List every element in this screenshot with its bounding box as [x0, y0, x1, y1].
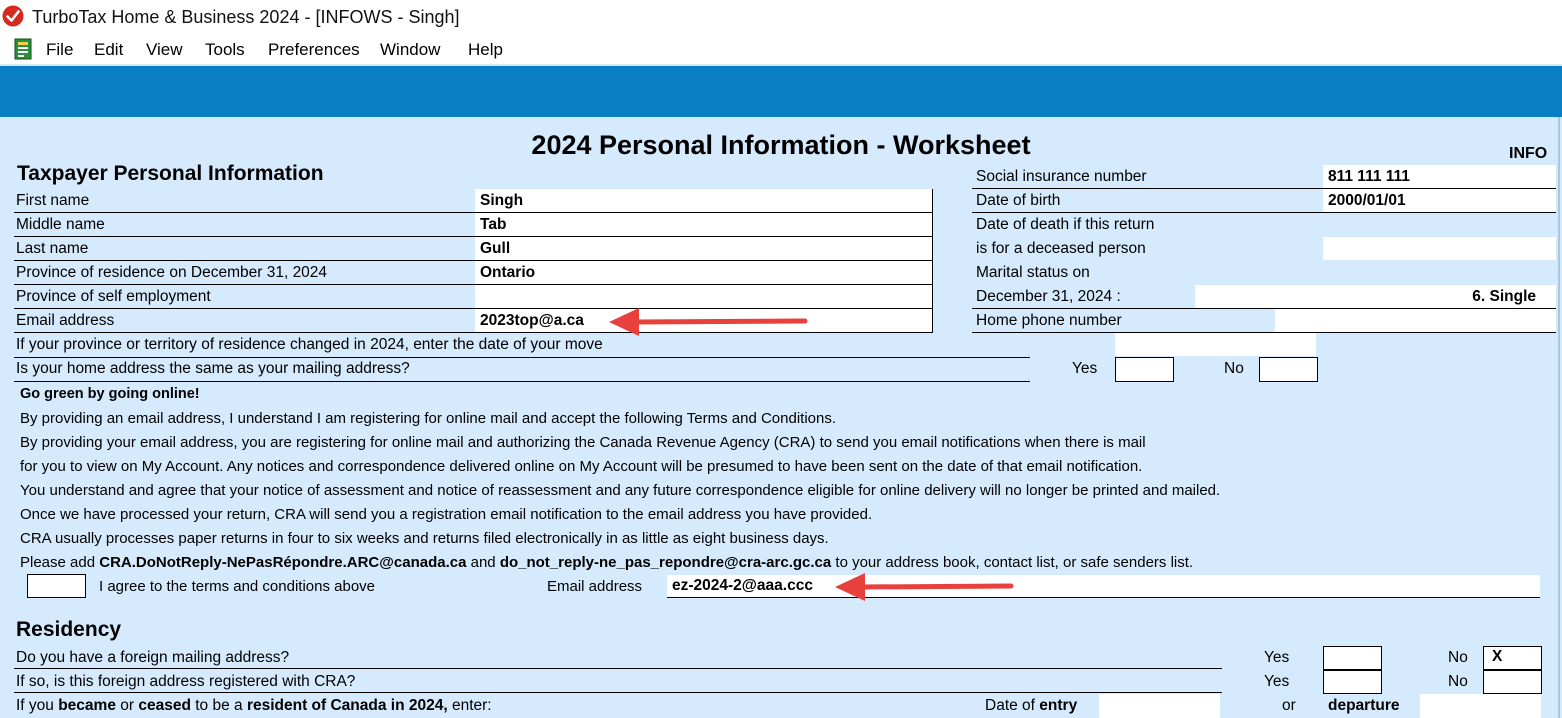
menu-preferences[interactable]: Preferences: [268, 40, 360, 59]
menu-window[interactable]: Window: [380, 40, 441, 59]
date-of-departure-field[interactable]: [1420, 694, 1541, 718]
same-address-no-box[interactable]: [1259, 357, 1318, 382]
scroll-edge: [1558, 117, 1560, 718]
province-field[interactable]: [475, 261, 932, 284]
window-title: TurboTax Home & Business 2024 - [INFOWS - Singh]: [32, 7, 460, 27]
home-phone-field[interactable]: [1275, 309, 1556, 332]
cra-email-2: do_not_reply-ne_pas_repondre@cra-arc.gc.ca: [499, 554, 832, 571]
same-address-yes-box[interactable]: [1115, 357, 1174, 382]
menu-tools[interactable]: Tools: [205, 40, 245, 59]
menu-file[interactable]: File: [46, 40, 74, 59]
dob-value[interactable]: 2000/01/01: [1328, 192, 1406, 209]
last-name-field[interactable]: [475, 237, 932, 260]
row-divider: [14, 236, 932, 237]
cra-email-1: CRA.DoNotReply-NePasRépondre.ARC@canada.ca: [99, 554, 467, 571]
residency-heading: Residency: [16, 618, 122, 641]
online-email-label: Email address: [547, 578, 643, 595]
registered-yes-label: Yes: [1264, 673, 1290, 690]
resident-of-canada: resident of Canada in 2024,: [246, 697, 448, 714]
province-label: Province of residence on December 31, 2024: [16, 264, 328, 281]
same-address-no-label: No: [1224, 360, 1244, 377]
column-divider: [932, 189, 933, 333]
foreign-no-label: No: [1448, 649, 1468, 666]
first-name-label: First name: [16, 192, 90, 209]
marital-status-label-line2: December 31, 2024 :: [976, 288, 1121, 305]
departure-label: departure: [1328, 697, 1400, 714]
annotation-arrow-icon: [605, 304, 815, 340]
or-label: or: [1282, 697, 1296, 714]
self-employment-label: Province of self employment: [16, 288, 211, 305]
last-name-label: Last name: [16, 240, 89, 257]
foreign-yes-label: Yes: [1264, 649, 1290, 666]
row-divider: [14, 381, 1030, 382]
same-address-yes-label: Yes: [1072, 360, 1098, 377]
document-menu-icon[interactable]: [12, 37, 34, 61]
move-date-field[interactable]: [1115, 333, 1316, 356]
turbotax-logo-icon: [2, 5, 24, 27]
registered-no-box[interactable]: [1483, 670, 1542, 694]
agree-label: I agree to the terms and conditions above: [99, 578, 376, 595]
or-word: or: [115, 697, 139, 714]
terms-line: You understand and agree that your notice of assessment and notice of reassessment and any future correspondence eligible for online delivery will no longer be printed and mailed.: [20, 482, 1221, 499]
foreign-address-label: Do you have a foreign mailing address?: [16, 649, 290, 666]
foreign-registered-label: If so, is this foreign address registered with CRA?: [16, 673, 356, 690]
middle-name-field[interactable]: [475, 213, 932, 236]
row-divider: [14, 668, 1222, 669]
first-name-field[interactable]: [475, 189, 932, 212]
home-phone-label: Home phone number: [976, 312, 1122, 329]
ceased-word: ceased: [138, 697, 191, 714]
terms-line: Once we have processed your return, CRA will send you a registration email notification to the email address you have provided.: [20, 506, 873, 523]
row-divider: [14, 260, 932, 261]
enter-word: enter:: [447, 697, 492, 714]
online-email-value[interactable]: ez-2024-2@aaa.ccc: [672, 577, 813, 594]
row-divider: [14, 357, 1030, 358]
header-band: [0, 66, 1562, 117]
same-address-label: Is your home address the same as your mailing address?: [16, 360, 410, 377]
marital-status-value[interactable]: 6. Single: [1472, 288, 1536, 305]
email-value[interactable]: 2023top@a.ca: [480, 312, 584, 329]
dob-label: Date of birth: [976, 192, 1061, 209]
middle-name-label: Middle name: [16, 216, 105, 233]
entry-word: entry: [1039, 697, 1078, 714]
agree-checkbox[interactable]: [27, 574, 86, 598]
terms-line: for you to view on My Account. Any notices and correspondence delivered online on My Account will be presumed to have been sent on the date of that email notification.: [20, 458, 1143, 475]
date-of-death-label-line1: Date of death if this return: [976, 216, 1155, 233]
row-divider: [972, 308, 1556, 309]
residency-change-prefix: If you: [16, 697, 59, 714]
terms-line: By providing your email address, you are registering for online mail and authorizing the Canada Revenue Agency (CRA) to send you email notifications when there is mail: [20, 434, 1146, 451]
row-divider: [972, 212, 1556, 213]
date-of-death-label-line2: is for a deceased person: [976, 240, 1146, 257]
row-divider: [972, 188, 1556, 189]
date-of-prefix: Date of: [985, 697, 1040, 714]
to-be-a: to be a: [190, 697, 247, 714]
annotation-arrow-icon: [831, 570, 1021, 606]
terms-line: By providing an email address, I understand I am registering for online mail and accept the following Terms and Conditions.: [20, 410, 836, 427]
sin-value[interactable]: 811 111 111: [1328, 168, 1410, 185]
go-green-heading: Go green by going online!: [20, 386, 200, 402]
safe-senders-and: and: [466, 554, 500, 571]
safe-senders-line: [20, 554, 1193, 571]
date-of-death-field[interactable]: [1323, 237, 1556, 260]
row-divider: [14, 692, 1222, 693]
email-label: Email address: [16, 312, 115, 329]
menu-edit[interactable]: Edit: [94, 40, 124, 59]
province-value[interactable]: Ontario: [480, 264, 536, 281]
date-of-entry-label: [985, 697, 1077, 715]
became-word: became: [58, 697, 116, 714]
date-of-entry-field[interactable]: [1099, 694, 1220, 718]
row-divider: [14, 284, 932, 285]
menu-view[interactable]: View: [146, 40, 183, 59]
first-name-value[interactable]: Singh: [480, 192, 524, 209]
row-divider: [667, 597, 1540, 598]
row-divider: [14, 212, 932, 213]
sin-label: Social insurance number: [976, 168, 1147, 185]
middle-name-value[interactable]: Tab: [480, 216, 507, 233]
registered-no-label: No: [1448, 673, 1468, 690]
marital-status-label-line1: Marital status on: [976, 264, 1090, 281]
terms-line: CRA usually processes paper returns in four to six weeks and returns filed electronically in as little as eight business days.: [20, 530, 829, 547]
registered-yes-box[interactable]: [1323, 670, 1382, 694]
safe-senders-suffix: to your address book, contact list, or safe senders list.: [831, 554, 1194, 571]
form-title: 2024 Personal Information - Worksheet: [531, 130, 1031, 160]
residency-change-label: [16, 697, 492, 715]
foreign-no-check: X: [1492, 648, 1503, 665]
move-date-label: If your province or territory of residence changed in 2024, enter the date of your move: [16, 336, 603, 353]
foreign-yes-box[interactable]: [1323, 646, 1382, 670]
form-code: INFO: [1509, 145, 1548, 162]
taxpayer-heading: Taxpayer Personal Information: [17, 162, 324, 185]
safe-senders-prefix: Please add: [20, 554, 100, 571]
last-name-value[interactable]: Gull: [480, 240, 511, 257]
menu-help[interactable]: Help: [468, 40, 503, 59]
